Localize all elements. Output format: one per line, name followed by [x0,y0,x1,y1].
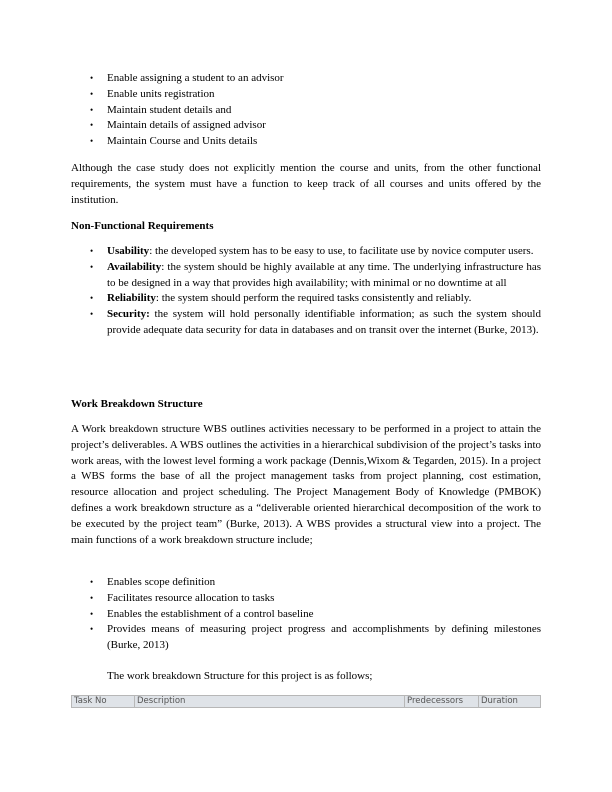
table-header-task-no: Task No [72,696,135,707]
table-header-predecessors: Predecessors [405,696,479,707]
list-item: • Availability: the system should be highly available at any time. The underlying infrastructure has to be designed in a way that provides high availability; with minimal or no downtime at all [90,260,541,289]
list-item: • Usability: the developed system has to be easy to use, to facilitate use by novice computer users. [71,244,541,260]
wbs-table-header [71,695,541,708]
list-item: • Provides means of measuring project progress and accomplishments by defining milestones (Burke, 2013) [90,623,541,652]
bullet-icon: • [90,592,94,603]
list-item: • Enables scope definition [71,575,541,591]
list-item: • Facilitates resource allocation to tasks [71,591,541,607]
bullet-icon: • [90,246,94,256]
bullet-icon: • [90,73,94,83]
list-item: • Maintain student details and [71,103,541,119]
wbs-functions-list [71,575,541,654]
bullet-icon: • [90,624,94,635]
bullet-icon: • [90,136,94,147]
bullet-icon: • [90,293,94,304]
courses-units-paragraph: Although the case study does not explicitly mention the course and units, from the other functional requirements, the system must have a function to keep track of all courses and units offered by the institution. [71,162,541,206]
work-breakdown-structure-heading: Work Breakdown Structure [71,398,203,410]
bullet-icon: • [90,309,94,320]
wbs-intro-line: The work breakdown Structure for this project is as follows; [107,670,373,682]
list-item: • Security: the system will hold personally identifiable information; as such the system should provide adequate data security for data in databases and on transit over the internet (Burke, 2013). [90,308,541,336]
bullet-icon: • [90,608,94,619]
table-header-description: Description [135,696,405,707]
list-item: • Enable units registration [71,87,541,103]
bullet-icon: • [90,261,94,272]
bullet-icon: • [90,104,94,115]
bullet-icon: • [90,88,94,99]
list-item: • Reliability: the system should perform the required tasks consistently and reliably. [71,291,541,307]
non-functional-requirements-list [71,244,541,339]
list-item: • Enable assigning a student to an advisor [71,71,541,87]
bullet-icon: • [90,577,94,587]
list-item: • Enables the establishment of a control baseline [71,607,541,623]
list-item: • Maintain details of assigned advisor [71,118,541,134]
non-functional-requirements-heading: Non-Functional Requirements [71,220,214,232]
wbs-paragraph: A Work breakdown structure WBS outlines activities necessary to be performed in a project to attain the project’s deliverables. A WBS outlines the activities in a hierarchical subdivision of the project’s tasks into work areas, with the lowest level forming a work package (Dennis,Wixom & Tegarden, 2015). In a project a WBS forms the base of all the project management tasks from project planning, cost estimation, resource allocation and project scheduling. The Project Management Body of Knowledge (PMBOK) defines a work breakdown structure as a “deliverable oriented hierarchical decomposition of the work to be executed by the project team” (Burke, 2013). A WBS provides a structural view into a project. The main functions of a work breakdown structure include; [71,423,541,546]
list-item: • Maintain Course and Units details [71,134,541,150]
functional-requirements-list [71,71,541,150]
table-header-duration: Duration [481,696,518,706]
bullet-icon: • [90,120,94,131]
